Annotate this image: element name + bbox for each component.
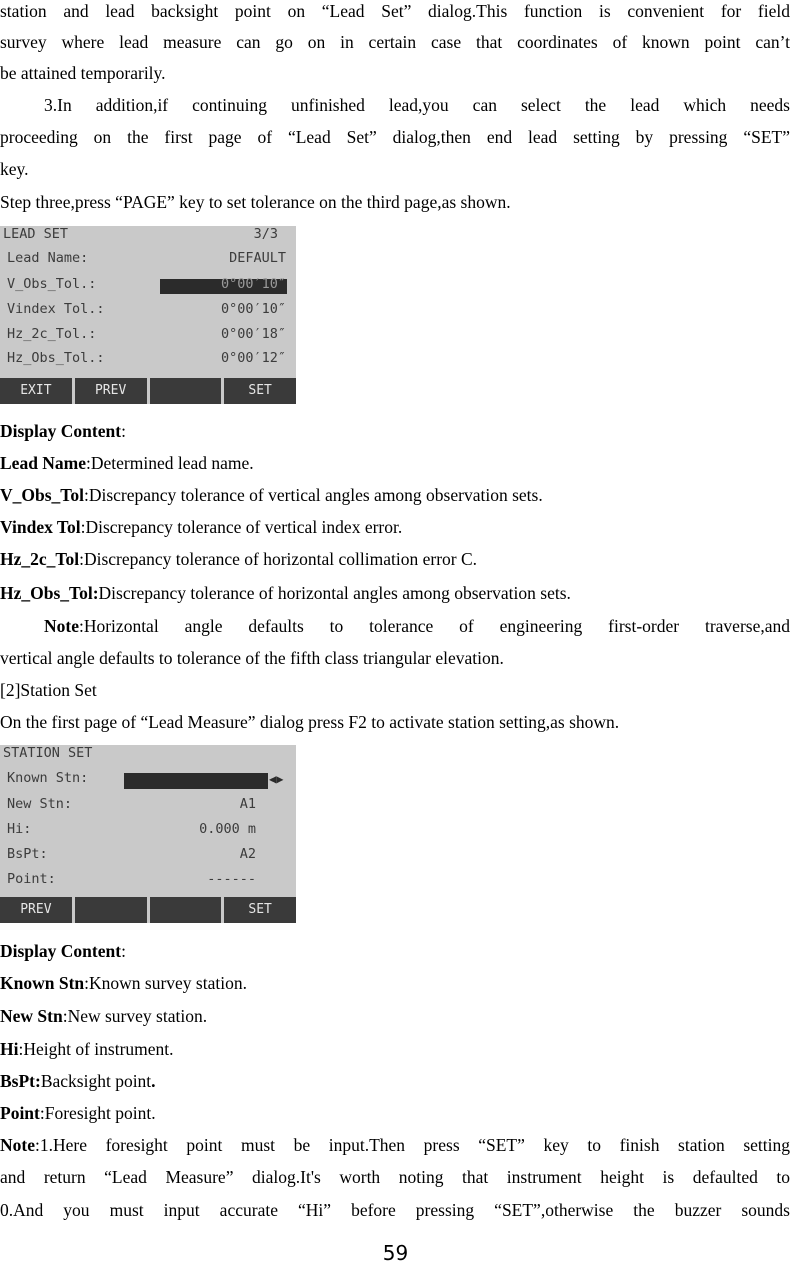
row-label: Hz_Obs_Tol.: [7,350,105,366]
row-value[interactable]: 0.000 m [199,821,256,837]
station-set-screen [0,745,296,923]
paragraph-line: be attained temporarily. [0,63,166,83]
row-value: DEFAULT [229,250,286,266]
desc-item: Lead Name:Determined lead name. [0,453,254,473]
station-set-intro: On the first page of “Lead Measure” dialog press F2 to activate station setting,as shown. [0,712,620,732]
paragraph-line: proceeding on the first page of “Lead Set” dialog,then end lead setting by pressing “SET” [0,127,790,147]
row-value[interactable]: 0°00′10″ [220,301,286,317]
display-content-heading: Display Content: [0,941,126,961]
blank-softkey[interactable] [150,378,222,404]
row-label: Hi: [7,821,32,837]
softkey-bar [0,378,296,404]
screen-row [7,846,286,868]
set-softkey[interactable]: SET [224,378,296,404]
row-value[interactable]: ------ [207,871,256,887]
row-value[interactable]: A2 [239,846,256,862]
desc-item: BsPt:Backsight point. [0,1071,156,1091]
desc-item: New Stn:New survey station. [0,1006,208,1026]
row-label: Hz_2c_Tol.: [7,326,97,342]
desc-item: Hz_2c_Tol:Discrepancy tolerance of horizontal collimation error C. [0,549,478,569]
row-label: BsPt: [7,846,48,862]
blank-softkey[interactable] [150,897,222,923]
note-line: 0.And you must input accurate “Hi” before pressing “SET”,otherwise the buzzer sounds [0,1200,790,1220]
note-line: Note:Horizontal angle defaults to tolerance of engineering first-order traverse,and [44,616,790,636]
row-label: New Stn: [7,796,73,812]
paragraph-line: survey where lead measure can go on in certain case that coordinates of known point can’t [0,32,790,52]
step-three-text: Step three,press “PAGE” key to set tolerance on the third page,as shown. [0,192,511,212]
screen-page-indicator: 3/3 [253,226,278,242]
row-value[interactable]: A1 [239,796,256,812]
screen-row [7,276,286,298]
screen-row [7,871,286,893]
screen-row [7,821,286,843]
desc-item: Hz_Obs_Tol:Discrepancy tolerance of horizontal angles among observation sets. [0,583,571,603]
screen-row [7,301,286,323]
row-label: Lead Name: [7,250,89,266]
display-content-heading: Display Content: [0,421,126,441]
screen-row [7,796,286,818]
prev-softkey[interactable]: PREV [75,378,147,404]
desc-item: Point:Foresight point. [0,1103,156,1123]
page-number: 59 [382,1241,409,1265]
note-line: and return “Lead Measure” dialog.It's worth noting that instrument height is defaulted to [0,1167,790,1187]
paragraph-line: station and lead backsight point on “Lead Set” dialog.This function is convenient for field [0,1,790,21]
desc-item: Known Stn:Known survey station. [0,973,247,993]
screen-row [7,326,286,348]
desc-item: Vindex Tol:Discrepancy tolerance of vertical index error. [0,517,403,537]
screen-title: STATION SET [3,745,93,761]
row-label: V_Obs_Tol.: [7,276,97,292]
row-value[interactable]: 0°00′12″ [220,350,286,366]
paragraph-line: key. [0,159,29,179]
exit-softkey[interactable]: EXIT [0,378,72,404]
row-label: Vindex Tol.: [7,301,105,317]
paragraph-line: 3.In addition,if continuing unfinished lead,you can select the lead which needs [44,95,790,115]
prev-softkey[interactable]: PREV [0,897,72,923]
set-softkey[interactable]: SET [224,897,296,923]
row-value[interactable]: 0°00′18″ [220,326,286,342]
row-label: Point: [7,871,56,887]
screen-row [7,250,286,272]
screen-title: LEAD SET [3,226,69,242]
row-value-selected[interactable]: 0°00′10″ [220,276,286,292]
screen-row [7,350,286,372]
note-line: Note:1.Here foresight point must be input.Then press “SET” key to finish station setting [0,1135,790,1155]
screen-row [7,770,286,792]
note-line: vertical angle defaults to tolerance of the fifth class triangular elevation. [0,648,504,668]
desc-item: V_Obs_Tol:Discrepancy tolerance of vertical angles among observation sets. [0,485,543,505]
left-right-arrows-icon[interactable]: ◀▶ [269,772,284,786]
section-heading: [2]Station Set [0,680,97,700]
blank-softkey[interactable] [75,897,147,923]
row-label: Known Stn: [7,770,89,786]
desc-item: Hi:Height of instrument. [0,1039,174,1059]
softkey-bar [0,897,296,923]
lead-set-screen [0,226,296,404]
